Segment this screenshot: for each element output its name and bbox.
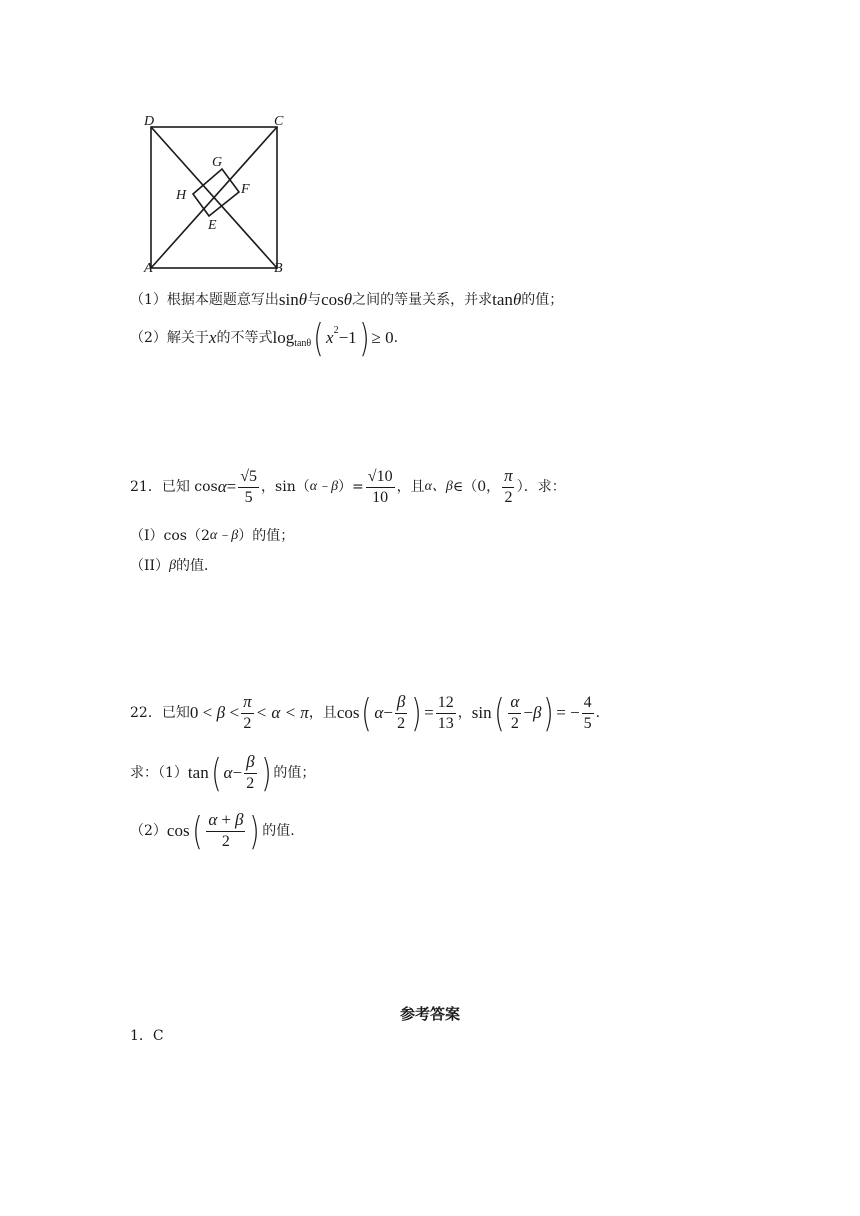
q21-part2: （II） β 的值． bbox=[130, 558, 219, 574]
fraction-beta-over-2: $\frac{\beta}{2}$ bbox=[396, 692, 406, 732]
label-b: B bbox=[274, 261, 283, 276]
fraction-pi-over-2: $\frac{\pi}{2}$ bbox=[504, 466, 513, 506]
label-h: H bbox=[176, 188, 187, 203]
answer-1: 1．C bbox=[130, 1028, 164, 1044]
q21-part1: （I）cos（2 α﹣β ）的值； bbox=[130, 528, 295, 544]
q22-stem: 22．已知 0 < β < $\frac{\pi}{2}$ < α < π ，且 cos ( α − $\frac{\beta}{2}$ ) = $\frac{12}{13}$ ， sin ( $\frac{\alpha}{2}$ − β ) = − $\frac{4}{5}$ . bbox=[130, 691, 601, 735]
fraction-sqrt5-over-5: $\frac{√5}{5}$ bbox=[240, 467, 258, 506]
label-e: E bbox=[208, 218, 217, 233]
fraction-12-over-13: $\frac{12}{13}$ bbox=[437, 693, 454, 732]
q21-stem: 21．已知 cos α = $\frac{√5}{5}$ ，sin（ α﹣β ）= $\frac{√10}{10}$ ，且 α、β ∈（0， $\frac{\pi}{2}$ ）．求： bbox=[130, 466, 566, 506]
fraction-alpha-plus-beta-over-2: $\frac{\alpha + \beta}{2}$ bbox=[208, 810, 244, 850]
fraction-4-over-5: $\frac{4}{5}$ bbox=[583, 693, 592, 732]
fraction-alpha-over-2: $\frac{\alpha}{2}$ bbox=[510, 692, 520, 732]
q22-part1: 求：（1） tan ( α − $\frac{\beta}{2}$ ) 的值； bbox=[130, 751, 316, 795]
label-f: F bbox=[241, 182, 250, 197]
answers-heading: 参考答案 bbox=[400, 1005, 461, 1023]
label-g: G bbox=[212, 155, 223, 170]
fraction-sqrt10-over-10: $\frac{√10}{10}$ bbox=[367, 467, 393, 506]
q20-part1: （1）根据本题题意写出 sin θ 与 cos θ 之间的等量关系，并求 tan θ 的值； bbox=[130, 290, 564, 309]
q22-part2: （2） cos ( $\frac{\alpha + \beta}{2}$ ) 的值. bbox=[130, 809, 295, 853]
q20-part2: （2）解关于 x 的不等式 log tanθ ( x 2 −1 ) ≥ 0 . bbox=[130, 316, 399, 360]
label-d: D bbox=[144, 114, 155, 129]
square-figure bbox=[138, 108, 298, 278]
label-c: C bbox=[274, 114, 284, 129]
fraction-pi-over-2: $\frac{\pi}{2}$ bbox=[243, 692, 252, 732]
fraction-beta-over-2: $\frac{\beta}{2}$ bbox=[246, 752, 255, 792]
label-a: A bbox=[144, 261, 153, 276]
